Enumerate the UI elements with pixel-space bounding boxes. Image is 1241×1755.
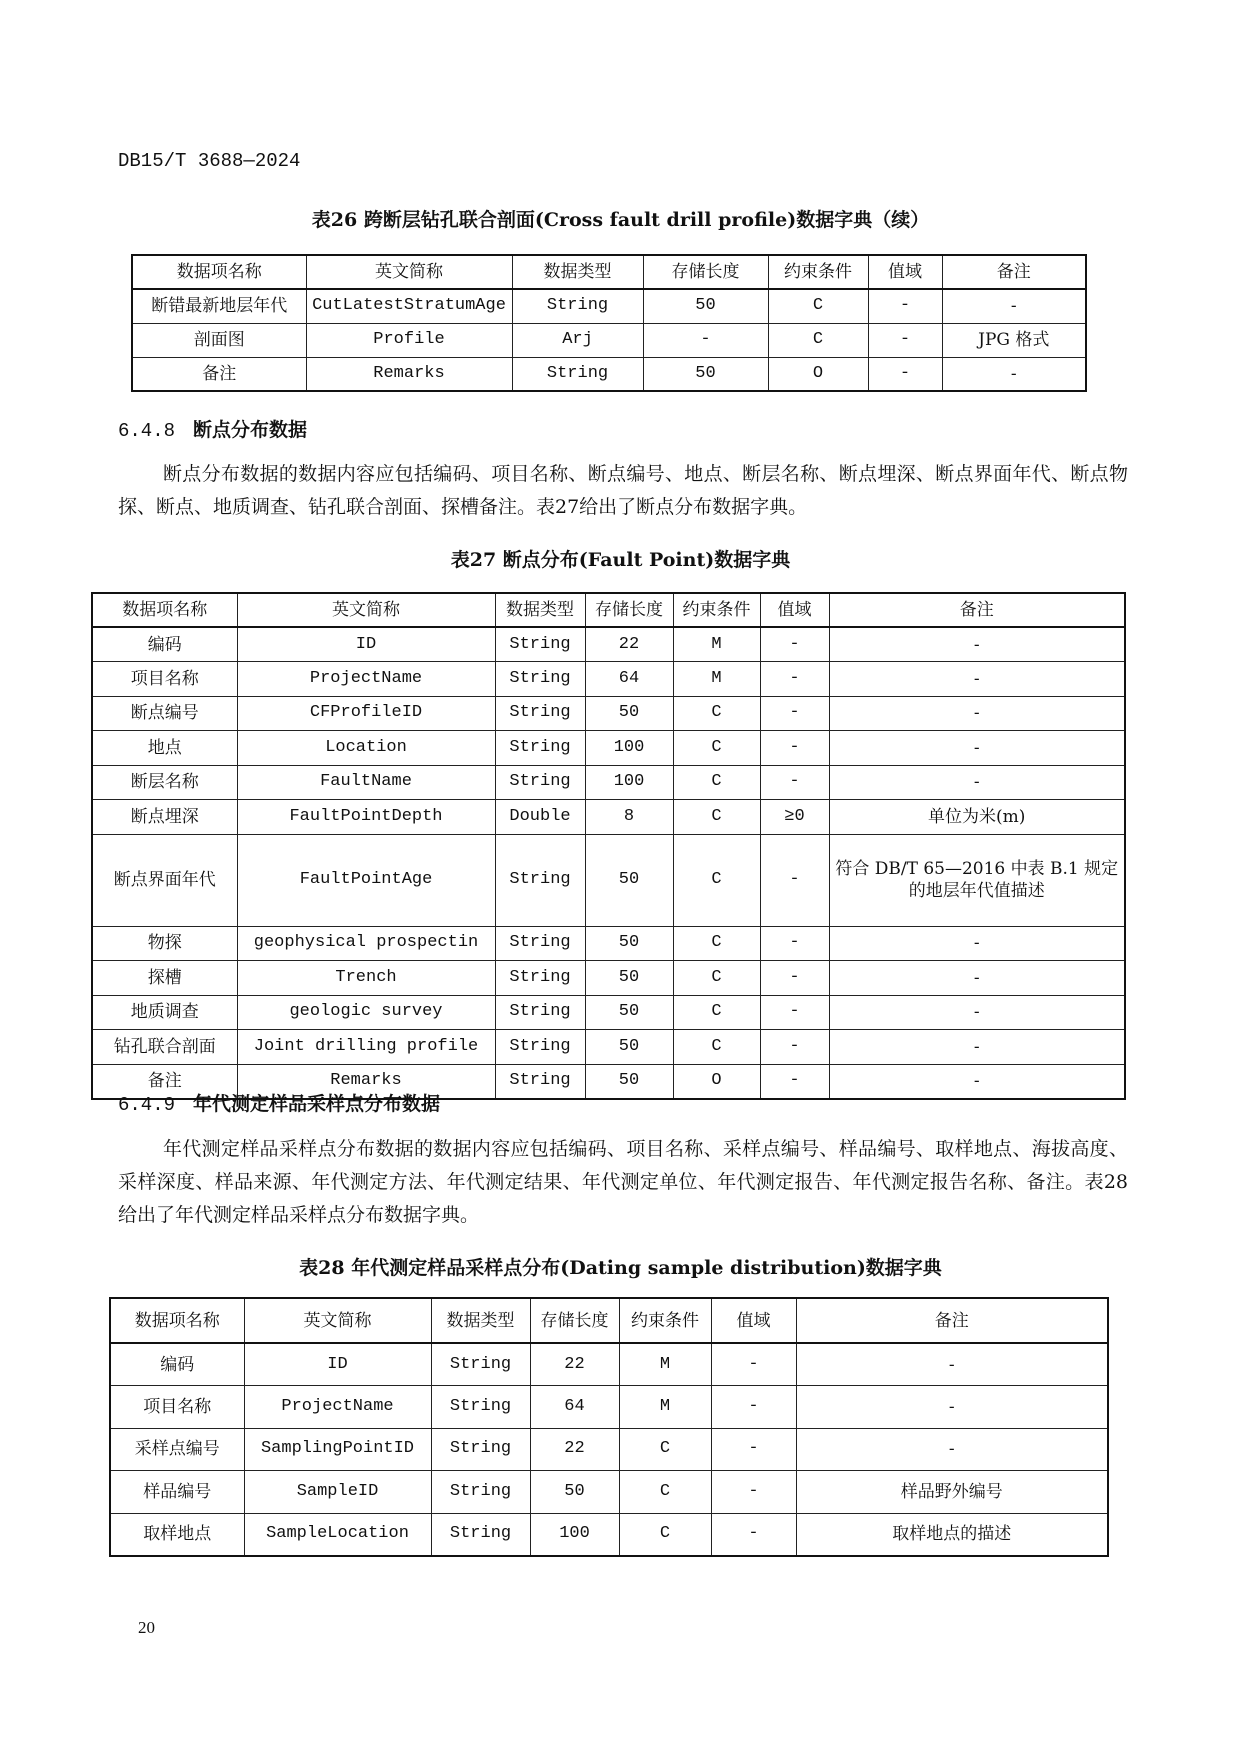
table-cell: 剖面图 bbox=[132, 323, 306, 357]
table-row bbox=[92, 696, 1125, 731]
table-cell: 项目名称 bbox=[110, 1386, 244, 1429]
table-cell: C bbox=[768, 323, 868, 357]
table-cell: Location bbox=[237, 731, 495, 766]
column-header: 存储长度 bbox=[530, 1298, 619, 1343]
section-title: 年代测定样品采样点分布数据 bbox=[193, 1093, 441, 1115]
table-cell: Profile bbox=[306, 323, 512, 357]
table-row bbox=[92, 961, 1125, 996]
table-cell: SampleLocation bbox=[244, 1513, 431, 1556]
column-header: 备注 bbox=[829, 593, 1125, 627]
table-cell: 取样地点 bbox=[110, 1513, 244, 1556]
table-cell: Remarks bbox=[306, 357, 512, 391]
table-cell: 编码 bbox=[110, 1343, 244, 1386]
table-cell: 50 bbox=[585, 926, 673, 961]
table-cell: - bbox=[829, 627, 1125, 662]
table-cell: FaultPointAge bbox=[237, 834, 495, 926]
table-cell: M bbox=[673, 627, 760, 662]
table-cell: geologic survey bbox=[237, 995, 495, 1030]
table-cell: String bbox=[495, 1030, 585, 1065]
table-cell: C bbox=[673, 1030, 760, 1065]
table-cell: String bbox=[495, 834, 585, 926]
table-cell: - bbox=[829, 926, 1125, 961]
table-cell: 50 bbox=[643, 357, 768, 391]
table-row bbox=[110, 1471, 1108, 1514]
column-header: 数据类型 bbox=[495, 593, 585, 627]
table-row bbox=[110, 1343, 1108, 1386]
table-cell: CFProfileID bbox=[237, 696, 495, 731]
table-row bbox=[92, 800, 1125, 835]
table-cell: 100 bbox=[585, 731, 673, 766]
table-cell: - bbox=[868, 357, 942, 391]
column-header: 英文简称 bbox=[237, 593, 495, 627]
table28-caption: 表28 年代测定样品采样点分布(Dating sample distribution)数据字典 bbox=[299, 1257, 942, 1279]
table-cell: C bbox=[673, 765, 760, 800]
table-cell: String bbox=[512, 289, 643, 323]
table-cell: - bbox=[643, 323, 768, 357]
table-cell: - bbox=[829, 1030, 1125, 1065]
table-cell: - bbox=[942, 289, 1086, 323]
column-header: 存储长度 bbox=[585, 593, 673, 627]
table-cell: - bbox=[760, 765, 829, 800]
table-cell: - bbox=[829, 696, 1125, 731]
column-header: 数据项名称 bbox=[132, 255, 306, 289]
column-header: 存储长度 bbox=[643, 255, 768, 289]
table-cell: - bbox=[829, 995, 1125, 1030]
table-cell: 采样点编号 bbox=[110, 1428, 244, 1471]
column-header: 备注 bbox=[942, 255, 1086, 289]
table-cell: Trench bbox=[237, 961, 495, 996]
table-cell: String bbox=[431, 1428, 530, 1471]
table-header-row bbox=[132, 255, 1086, 289]
table-row bbox=[92, 662, 1125, 697]
table-cell: FaultName bbox=[237, 765, 495, 800]
table-cell: C bbox=[619, 1513, 711, 1556]
table-cell: String bbox=[495, 627, 585, 662]
column-header: 数据类型 bbox=[431, 1298, 530, 1343]
table-cell: 50 bbox=[585, 1030, 673, 1065]
table-row bbox=[110, 1513, 1108, 1556]
table-cell: 样品编号 bbox=[110, 1471, 244, 1514]
table-cell: geophysical prospectin bbox=[237, 926, 495, 961]
section-6-4-8-heading bbox=[118, 415, 307, 442]
table-row bbox=[92, 731, 1125, 766]
table-cell: String bbox=[431, 1513, 530, 1556]
table28 bbox=[109, 1297, 1109, 1557]
table-cell: Remarks bbox=[237, 1064, 495, 1099]
table-cell: Double bbox=[495, 800, 585, 835]
column-header: 英文简称 bbox=[244, 1298, 431, 1343]
table-cell: C bbox=[673, 961, 760, 996]
table-cell: 地点 bbox=[92, 731, 237, 766]
section-6-4-8-paragraph: 断点分布数据的数据内容应包括编码、项目名称、断点编号、地点、断层名称、断点埋深、断点界面年代、断点物探、断点、地质调查、钻孔联合剖面、探槽备注。表27给出了断点分布数据字典。 bbox=[118, 463, 1128, 518]
table-cell: - bbox=[760, 834, 829, 926]
column-header: 数据项名称 bbox=[92, 593, 237, 627]
table-row bbox=[132, 323, 1086, 357]
table-cell: String bbox=[495, 1064, 585, 1099]
table-cell: 探槽 bbox=[92, 961, 237, 996]
table-cell: String bbox=[431, 1471, 530, 1514]
table-cell: C bbox=[673, 800, 760, 835]
table-row bbox=[92, 765, 1125, 800]
table-cell: - bbox=[711, 1471, 796, 1514]
table-cell: 断点埋深 bbox=[92, 800, 237, 835]
table-cell: - bbox=[760, 961, 829, 996]
table-cell: 符合 DB/T 65—2016 中表 B.1 规定的地层年代值描述 bbox=[829, 834, 1125, 926]
column-header: 英文简称 bbox=[306, 255, 512, 289]
column-header: 数据类型 bbox=[512, 255, 643, 289]
column-header: 约束条件 bbox=[673, 593, 760, 627]
table-cell: 物探 bbox=[92, 926, 237, 961]
table-cell: 取样地点的描述 bbox=[796, 1513, 1108, 1556]
table-cell: - bbox=[829, 1064, 1125, 1099]
table-cell: 钻孔联合剖面 bbox=[92, 1030, 237, 1065]
table-row bbox=[110, 1428, 1108, 1471]
table-row bbox=[92, 995, 1125, 1030]
table-cell: M bbox=[619, 1343, 711, 1386]
table-cell: ID bbox=[237, 627, 495, 662]
table-cell: SamplingPointID bbox=[244, 1428, 431, 1471]
table-cell: 8 bbox=[585, 800, 673, 835]
table-cell: - bbox=[760, 731, 829, 766]
table-cell: 单位为米(m) bbox=[829, 800, 1125, 835]
table-cell: - bbox=[760, 1064, 829, 1099]
table-cell: ≥0 bbox=[760, 800, 829, 835]
table-cell: 50 bbox=[643, 289, 768, 323]
table-cell: 22 bbox=[585, 627, 673, 662]
table26-caption: 表26 跨断层钻孔联合剖面(Cross fault drill profile)数据字典（续） bbox=[311, 209, 930, 231]
table-cell: JPG 格式 bbox=[942, 323, 1086, 357]
table-cell: C bbox=[673, 926, 760, 961]
table-cell: String bbox=[495, 662, 585, 697]
column-header: 值域 bbox=[711, 1298, 796, 1343]
page-number: 20 bbox=[138, 1618, 155, 1637]
table-cell: - bbox=[796, 1343, 1108, 1386]
table-cell: - bbox=[760, 926, 829, 961]
table-cell: String bbox=[495, 961, 585, 996]
table-cell: 22 bbox=[530, 1428, 619, 1471]
table-cell: - bbox=[711, 1343, 796, 1386]
table-cell: String bbox=[495, 696, 585, 731]
table-cell: - bbox=[942, 357, 1086, 391]
table-header-row bbox=[110, 1298, 1108, 1343]
table-cell: 64 bbox=[585, 662, 673, 697]
table-cell: 断错最新地层年代 bbox=[132, 289, 306, 323]
table-row bbox=[92, 627, 1125, 662]
table-cell: 100 bbox=[530, 1513, 619, 1556]
table-cell: M bbox=[619, 1386, 711, 1429]
section-title: 断点分布数据 bbox=[193, 419, 308, 441]
table-cell: FaultPointDepth bbox=[237, 800, 495, 835]
column-header: 数据项名称 bbox=[110, 1298, 244, 1343]
table-cell: C bbox=[673, 696, 760, 731]
table-cell: 地质调查 bbox=[92, 995, 237, 1030]
document-id: DB15/T 3688—2024 bbox=[118, 150, 301, 172]
table-cell: ProjectName bbox=[244, 1386, 431, 1429]
column-header: 值域 bbox=[868, 255, 942, 289]
table-cell: String bbox=[512, 357, 643, 391]
table-cell: String bbox=[495, 731, 585, 766]
table-cell: - bbox=[829, 662, 1125, 697]
table-cell: String bbox=[431, 1386, 530, 1429]
table-cell: 断层名称 bbox=[92, 765, 237, 800]
table-cell: Joint drilling profile bbox=[237, 1030, 495, 1065]
column-header: 约束条件 bbox=[619, 1298, 711, 1343]
table-cell: - bbox=[711, 1513, 796, 1556]
table-cell: C bbox=[619, 1471, 711, 1514]
table-cell: - bbox=[760, 995, 829, 1030]
table-cell: 样品野外编号 bbox=[796, 1471, 1108, 1514]
table-row bbox=[132, 357, 1086, 391]
table-cell: - bbox=[711, 1428, 796, 1471]
table26 bbox=[131, 254, 1087, 392]
table27 bbox=[91, 592, 1126, 1100]
table-row bbox=[92, 926, 1125, 961]
section-6-4-9-heading bbox=[118, 1089, 440, 1116]
table-cell: 100 bbox=[585, 765, 673, 800]
table-cell: 50 bbox=[585, 961, 673, 996]
table-cell: String bbox=[495, 765, 585, 800]
table-cell: - bbox=[796, 1386, 1108, 1429]
table-cell: String bbox=[431, 1343, 530, 1386]
table-header-row bbox=[92, 593, 1125, 627]
table-cell: - bbox=[829, 961, 1125, 996]
table-cell: ID bbox=[244, 1343, 431, 1386]
table-cell: 50 bbox=[585, 834, 673, 926]
table-cell: C bbox=[673, 731, 760, 766]
table-cell: 64 bbox=[530, 1386, 619, 1429]
column-header: 约束条件 bbox=[768, 255, 868, 289]
table-cell: CutLatestStratumAge bbox=[306, 289, 512, 323]
section-number: 6.4.8 bbox=[118, 420, 176, 442]
table-cell: C bbox=[673, 995, 760, 1030]
table-cell: 50 bbox=[530, 1471, 619, 1514]
table-row bbox=[132, 289, 1086, 323]
table-cell: - bbox=[760, 1030, 829, 1065]
table-cell: 22 bbox=[530, 1343, 619, 1386]
table-cell: 备注 bbox=[92, 1064, 237, 1099]
table-cell: - bbox=[829, 731, 1125, 766]
table27-caption: 表27 断点分布(Fault Point)数据字典 bbox=[450, 549, 791, 571]
table-cell: - bbox=[868, 323, 942, 357]
table-cell: 50 bbox=[585, 1064, 673, 1099]
table-cell: 50 bbox=[585, 995, 673, 1030]
table-cell: - bbox=[711, 1386, 796, 1429]
table-cell: C bbox=[673, 834, 760, 926]
table-row bbox=[92, 1030, 1125, 1065]
table-cell: SampleID bbox=[244, 1471, 431, 1514]
section-number: 6.4.9 bbox=[118, 1094, 176, 1116]
table-cell: O bbox=[673, 1064, 760, 1099]
table-cell: - bbox=[760, 627, 829, 662]
table-cell: 项目名称 bbox=[92, 662, 237, 697]
table-cell: - bbox=[796, 1428, 1108, 1471]
table-cell: - bbox=[868, 289, 942, 323]
table-cell: Arj bbox=[512, 323, 643, 357]
table-row bbox=[92, 834, 1125, 926]
table-cell: 断点界面年代 bbox=[92, 834, 237, 926]
table-row bbox=[110, 1386, 1108, 1429]
table-cell: String bbox=[495, 995, 585, 1030]
table-cell: ProjectName bbox=[237, 662, 495, 697]
table-cell: String bbox=[495, 926, 585, 961]
table-cell: O bbox=[768, 357, 868, 391]
table-cell: 断点编号 bbox=[92, 696, 237, 731]
section-6-4-9-paragraph: 年代测定样品采样点分布数据的数据内容应包括编码、项目名称、采样点编号、样品编号、取样地点、海拔高度、采样深度、样品来源、年代测定方法、年代测定结果、年代测定单位、年代测定报告、年代测定报告名称、备注。表28给出了年代测定样品采样点分布数据字典。 bbox=[118, 1138, 1128, 1226]
table-cell: C bbox=[619, 1428, 711, 1471]
table-cell: 50 bbox=[585, 696, 673, 731]
table-cell: - bbox=[760, 662, 829, 697]
table-cell: - bbox=[829, 765, 1125, 800]
table-cell: - bbox=[760, 696, 829, 731]
table-cell: M bbox=[673, 662, 760, 697]
table-cell: C bbox=[768, 289, 868, 323]
table-cell: 备注 bbox=[132, 357, 306, 391]
column-header: 备注 bbox=[796, 1298, 1108, 1343]
table-cell: 编码 bbox=[92, 627, 237, 662]
column-header: 值域 bbox=[760, 593, 829, 627]
